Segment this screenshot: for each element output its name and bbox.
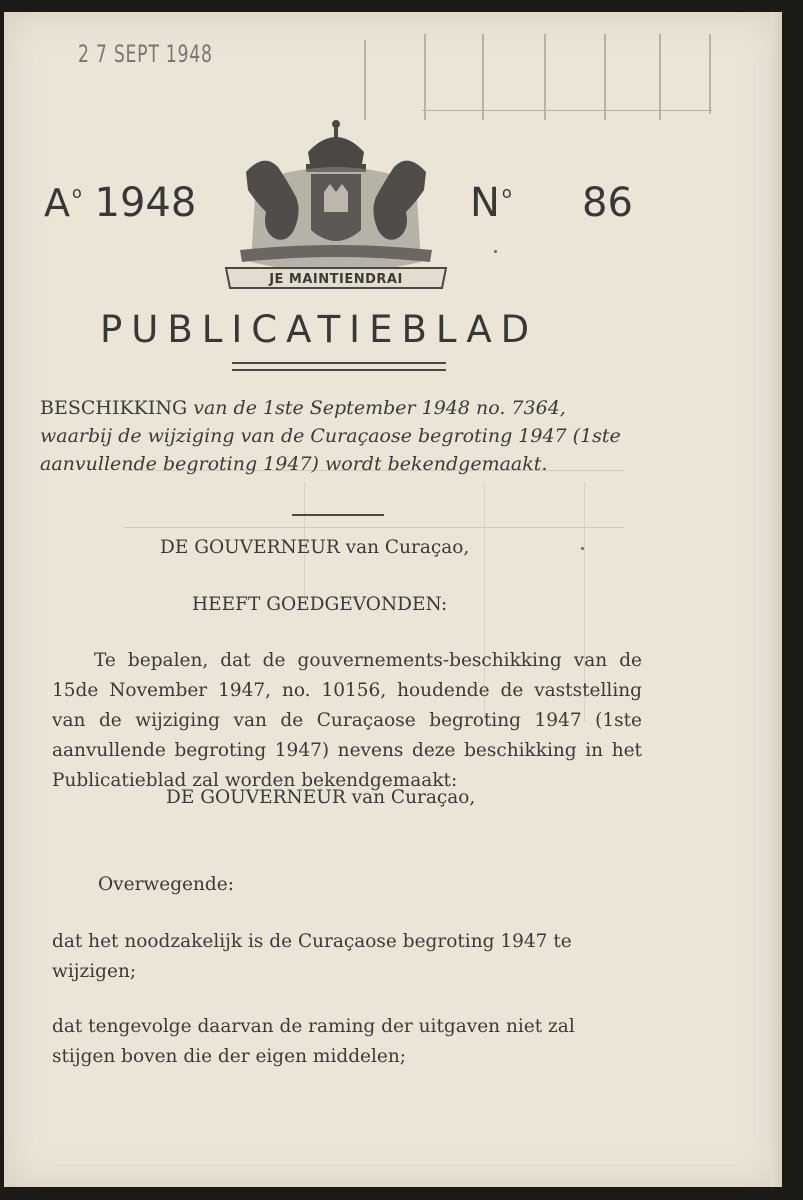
bleed-mark bbox=[364, 40, 366, 120]
section-divider bbox=[292, 514, 384, 516]
bleed-mark bbox=[709, 34, 711, 114]
number-prefix: N bbox=[470, 180, 500, 226]
overwegende-label: Overwegende: bbox=[98, 874, 234, 895]
paper-speck bbox=[494, 250, 497, 253]
governor-heading-1: DE GOUVERNEUR van Curaçao, bbox=[160, 537, 470, 558]
bleed-mark bbox=[422, 110, 712, 111]
title-rule-bottom bbox=[232, 369, 446, 371]
decree-description: van de 1ste September 1948 no. 7364, waarbij de wijziging van de Curaçaose begroting 1947 (1ste aanvullende begroting 1947) wordt bekendgemaakt. bbox=[40, 397, 621, 475]
page-edge bbox=[770, 12, 782, 1187]
number-prefix-sup: o bbox=[501, 183, 512, 202]
bleed-mark bbox=[124, 527, 624, 528]
bleed-mark bbox=[424, 34, 426, 120]
heeft-goedgevonden: HEEFT GOEDGEVONDEN: bbox=[192, 594, 448, 615]
motto-text: JE MAINTIENDRAI bbox=[269, 272, 403, 287]
year-prefix-letter: A bbox=[44, 181, 70, 225]
coat-of-arms-emblem bbox=[216, 112, 456, 292]
year-prefix-sup: o bbox=[72, 183, 82, 202]
year-label bbox=[44, 180, 196, 226]
year-prefix bbox=[44, 181, 82, 225]
clause-2: dat tengevolge daarvan de raming der uitgaven niet zal stijgen boven die der eigen middelen; bbox=[52, 1016, 575, 1067]
number-value: 86 bbox=[582, 180, 633, 226]
bleed-mark bbox=[544, 34, 546, 120]
clause-1: dat het noodzakelijk is de Curaçaose begroting 1947 te wijzigen; bbox=[52, 931, 572, 982]
document-page bbox=[4, 12, 782, 1187]
decree-heading bbox=[40, 394, 640, 478]
title-rule-top bbox=[232, 362, 446, 364]
received-date-stamp: 2 7 SEPT 1948 bbox=[78, 40, 213, 68]
decision-paragraph: Te bepalen, dat de gouvernements-beschikking van de 15de November 1947, no. 10156, houdende de vaststelling van de wijziging van de Curaçaose begroting 1947 (1ste aanvullende begroting 1947) nevens deze beschikking in het Publicatieblad zal worden bekendgemaakt: bbox=[52, 650, 642, 791]
bleed-mark bbox=[482, 34, 484, 120]
governor-heading-2: DE GOUVERNEUR van Curaçao, bbox=[166, 787, 476, 808]
bleed-mark bbox=[604, 34, 606, 120]
publication-title: PUBLICATIEBLAD bbox=[100, 308, 539, 351]
decree-lead: BESCHIKKING bbox=[40, 397, 188, 419]
bleed-mark bbox=[659, 34, 661, 120]
year-value: 1948 bbox=[94, 180, 197, 226]
number-label bbox=[470, 180, 512, 226]
paper-speck bbox=[581, 547, 584, 550]
